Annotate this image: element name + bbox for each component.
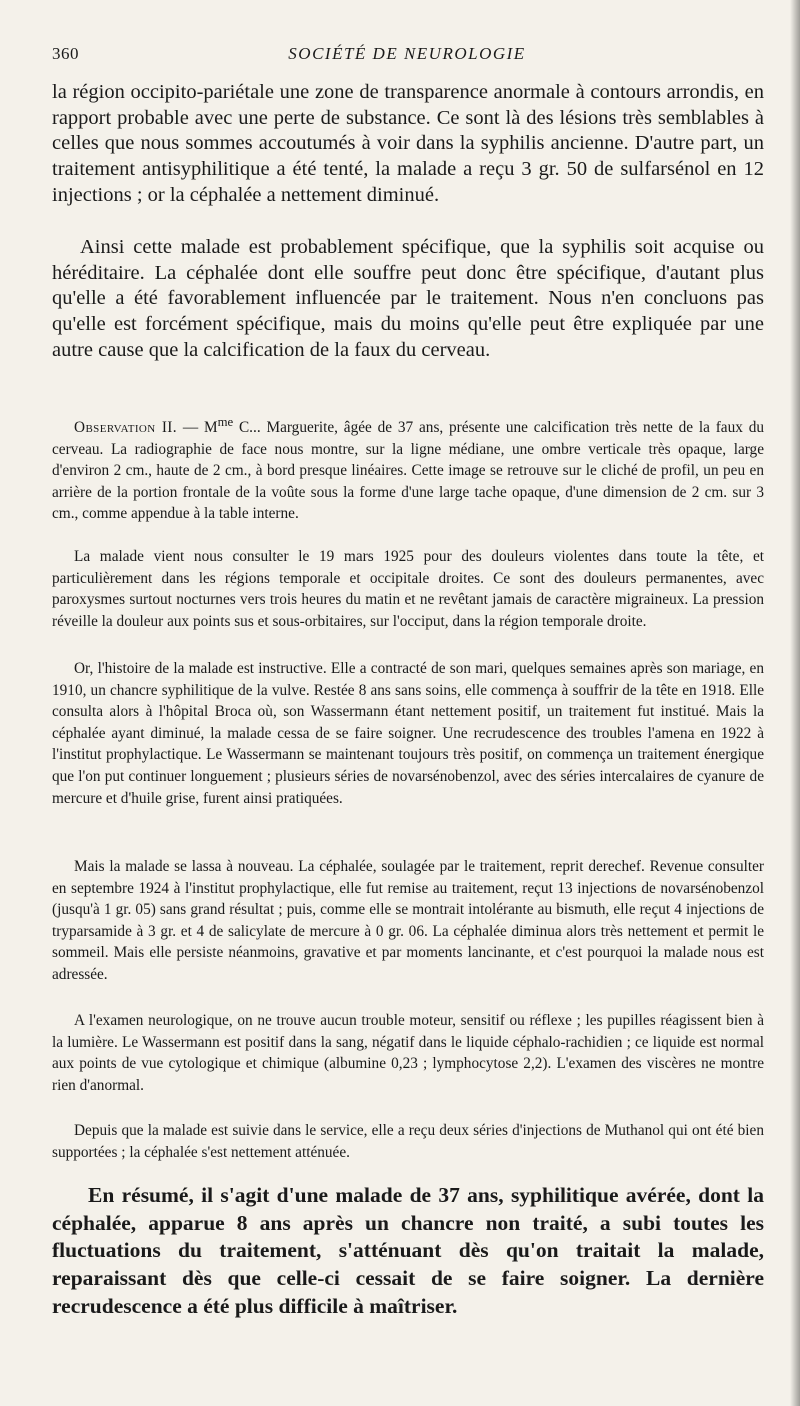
running-title: SOCIÉTÉ DE NEUROLOGIE (288, 44, 526, 63)
paragraph-observation-ii (52, 412, 764, 525)
observation-label: Observation II. (74, 419, 178, 437)
page-header (52, 44, 762, 66)
page-number: 360 (52, 44, 79, 63)
paragraph-treatment-relapse: Mais la malade se lassa à nouveau. La céphalée, soulagée par le traitement, reprit derechef. Revenue consulter en septembre 1924 à l'institut prophylactique, elle fut remise au traitement, reçut 13 injections de novarsénobenzol (jusqu'à 1 gr. 05) sans grand résultat ; puis, comme elle se montrait intolérante au bismuth, elle reçut 4 injections de tryparsamide à 3 gr. et 4 de salicylate de mercure à 0 gr. 06. La céphalée diminua alors très nettement et permit le sommeil. Mais elle persiste néanmoins, gravative et par moments lancinante, et c'est pourquoi la malade nous est adressée. (52, 858, 764, 983)
paragraph-specific-cause: Ainsi cette malade est probablement spécifique, que la syphilis soit acquise ou héréditaire. La céphalée dont elle souffre peut donc être spécifique, d'autant plus qu'elle a été favorablement influencée par le traitement. Nous n'en concluons pas qu'elle est forcément spécifique, mais du moins qu'elle peut être expliquée par une autre cause que la calcification de la faux du cerveau. (52, 236, 764, 361)
paragraph-consultation: La malade vient nous consulter le 19 mars 1925 pour des douleurs violentes dans toute la tête, et particulièrement dans les régions temporale et occipitale droites. Ce sont des douleurs permanentes, avec paroxysmes surtout nocturnes vers trois heures du matin et ne revêtant jamais de caractère migraineux. La pression réveille la douleur aux points sus et sous-orbitaires, sur l'occiput, dans la région temporale droite. (52, 548, 764, 630)
observation-dash: — M (177, 419, 218, 437)
paragraph-radiography-lesions: la région occipito-pariétale une zone de transparence anormale à contours arrondis, en rapport probable avec une perte de substance. Ce sont là des lésions très semblables à celles que nous sommes accoutumés à voir dans la syphilis ancienne. D'autre part, un traitement antisyphilitique a été tenté, la malade a reçu 3 gr. 50 de sulfarsénol en 12 injections ; or la céphalée a nettement diminué. (52, 81, 764, 206)
paragraph-muthanol: Depuis que la malade est suivie dans le service, elle a reçu deux séries d'injections de Muthanol qui ont été bien supportées ; la céphalée s'est nettement atténuée. (52, 1122, 764, 1161)
paragraph-neurological-exam: A l'examen neurologique, on ne trouve aucun trouble moteur, sensitif ou réflexe ; les pupilles réagissent bien à la lumière. Le Wassermann est positif dans la sang, négatif dans le liquide céphalo-rachidien ; ce liquide est normal aux points de vue cytologique et chimique (albumine 0,23 ; lymphocytose 2,2). L'examen des viscères ne montre rien d'anormal. (52, 1012, 764, 1094)
paragraph-summary: En résumé, il s'agit d'une malade de 37 ans, syphilitique avérée, dont la céphalée, apparue 8 ans après un chancre non traité, a subi toutes les fluctuations du traitement, s'atténuant dès qu'on traitait la malade, reparaissant dès que celle-ci cessait de se faire soigner. La dernière recrudescence a été plus difficile à maîtriser. (52, 1183, 764, 1318)
observation-text: C... Marguerite, âgée de 37 ans, présente une calcification très nette de la faux du cerveau. La radiographie de face nous montre, sur la ligne médiane, une ombre verticale très opaque, large d'environ 2 cm., haute de 2 cm., à bord presque linéaires. Cette image se retrouve sur le cliché de profil, un peu en arrière de la portion frontale de la voûte sous la forme d'une large tache opaque, d'une dimension de 2 cm. sur 3 cm., comme appendue à la table interne. (52, 419, 764, 523)
paragraph-history: Or, l'histoire de la malade est instructive. Elle a contracté de son mari, quelques semaines après son mariage, en 1910, un chancre syphilitique de la vulve. Restée 8 ans sans soins, elle commença à souffrir de la tête en 1918. Elle consulta alors à l'hôpital Broca où, son Wassermann étant nettement positif, un traitement fut institué. Mais la céphalée ayant diminué, la malade cessa de se faire soigner. Une recrudescence des troubles l'amena en 1922 à l'institut prophylactique. Le Wassermann se maintenant toujours très positif, on commença un traitement énergique que l'on put continuer longuement ; plusieurs séries de novarsénobenzol, avec des séries intercalaires de cyanure de mercure et d'huile grise, furent ainsi pratiquées. (52, 660, 764, 807)
page-edge-shadow (790, 0, 800, 1406)
observation-superscript: me (217, 415, 234, 429)
